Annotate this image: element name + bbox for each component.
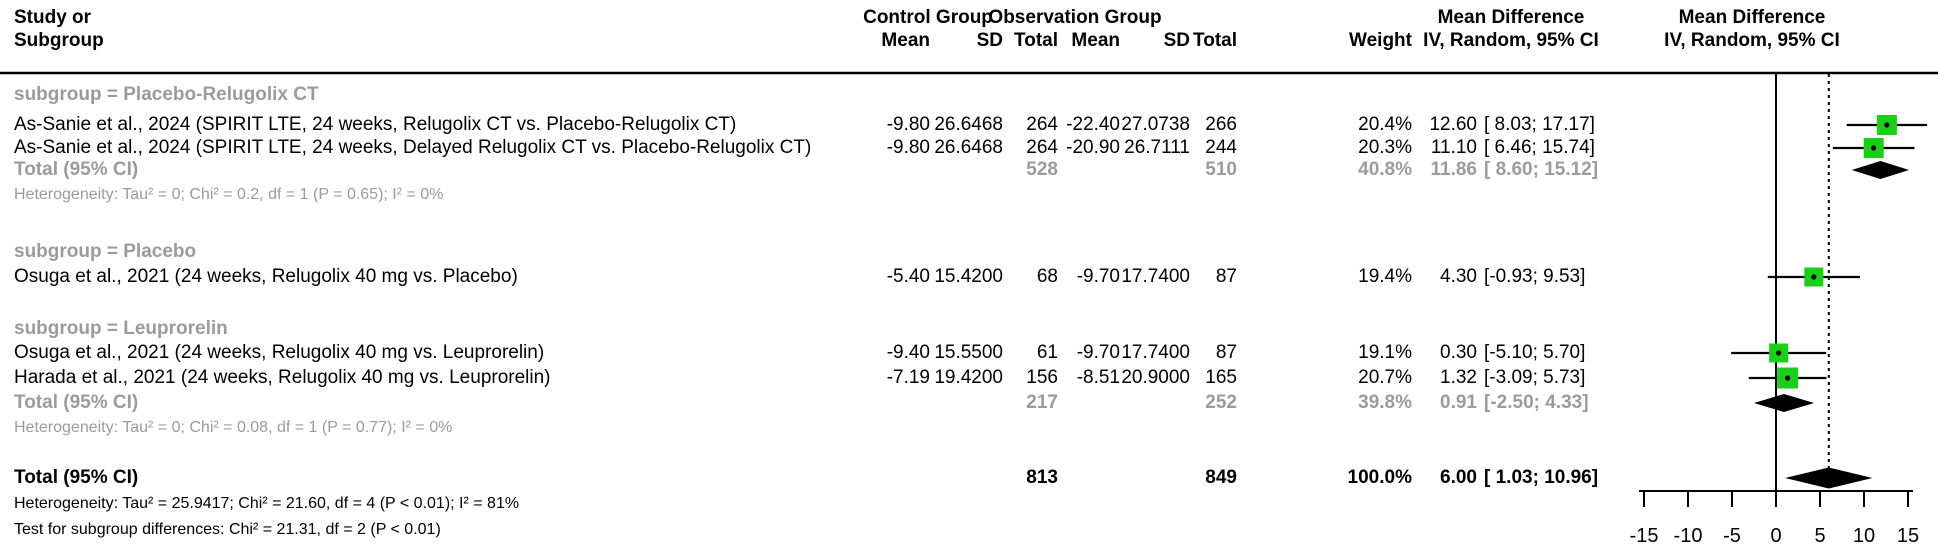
cell-ci: [ 6.46; 15.74] (1484, 137, 1595, 158)
cell-weight: 19.4% (1358, 266, 1412, 287)
cell-o_mean: -20.90 (1066, 137, 1120, 158)
cell-est: 0.30 (1440, 342, 1477, 363)
study-label: As-Sanie et al., 2024 (SPIRIT LTE, 24 weeks, Delayed Relugolix CT vs. Placebo-Relugolix CT) (14, 137, 812, 158)
col-header-study-line1: Study or (14, 7, 92, 28)
col-header-md-text-line1: Mean Difference (1437, 7, 1585, 28)
cell-ci: [ 8.60; 15.12] (1484, 159, 1599, 180)
cell-c_sd: 15.4200 (934, 266, 1003, 287)
cell-ci: [ 1.03; 10.96] (1484, 467, 1599, 488)
study-label: Osuga et al., 2021 (24 weeks, Relugolix 40 mg vs. Placebo) (14, 266, 518, 287)
cell-c_total: 264 (1026, 137, 1058, 158)
col-header-observation-total: Total (1193, 30, 1237, 51)
cell-o_mean: -8.51 (1076, 367, 1120, 388)
x-tick-label: -15 (1629, 525, 1659, 547)
cell-c_total: 528 (1026, 159, 1058, 180)
cell-ci: [-2.50; 4.33] (1484, 392, 1589, 413)
x-tick-label: 0 (1770, 525, 1782, 547)
cell-c_total: 217 (1026, 392, 1058, 413)
cell-o_sd: 27.0738 (1121, 114, 1190, 135)
cell-o_total: 87 (1215, 266, 1237, 287)
footnote-label: Heterogeneity: Tau² = 25.9417; Chi² = 21.60, df = 4 (P < 0.01); I² = 81% (14, 495, 520, 512)
cell-c_total: 264 (1026, 114, 1058, 135)
cell-est: 12.60 (1429, 114, 1477, 135)
cell-o_total: 165 (1205, 367, 1237, 388)
study-label: Harada et al., 2021 (24 weeks, Relugolix 40 mg vs. Leuprorelin) (14, 367, 551, 388)
cell-weight: 100.0% (1347, 467, 1412, 488)
cell-c_total: 61 (1036, 342, 1058, 363)
cell-c_mean: -9.80 (886, 114, 930, 135)
subtotal-diamond (1852, 161, 1909, 179)
cell-ci: [ 8.03; 17.17] (1484, 114, 1595, 135)
cell-ci: [-3.09; 5.73] (1484, 367, 1586, 388)
col-header-observation-group: Observation Group (988, 7, 1162, 28)
total-label: Total (95% CI) (14, 392, 139, 413)
col-header-observation-mean: Mean (1071, 30, 1120, 51)
col-header-control-sd: SD (976, 30, 1003, 51)
point-estimate-dot (1871, 145, 1876, 150)
cell-c_total: 156 (1026, 367, 1058, 388)
cell-o_total: 510 (1205, 159, 1237, 180)
cell-weight: 20.3% (1358, 137, 1412, 158)
subgroup-label: subgroup = Placebo-Relugolix CT (14, 84, 319, 105)
het-label: Heterogeneity: Tau² = 0; Chi² = 0.2, df = 1 (P = 0.65); I² = 0% (14, 186, 444, 203)
cell-o_total: 87 (1215, 342, 1237, 363)
cell-weight: 40.8% (1358, 159, 1412, 180)
cell-o_mean: -22.40 (1066, 114, 1120, 135)
col-header-control-group: Control Group (863, 7, 993, 28)
cell-o_total: 252 (1205, 392, 1237, 413)
cell-o_sd: 17.7400 (1121, 342, 1190, 363)
x-tick-label: 15 (1896, 525, 1920, 547)
col-header-study-line2: Subgroup (14, 30, 104, 51)
cell-ci: [-5.10; 5.70] (1484, 342, 1586, 363)
cell-weight: 20.7% (1358, 367, 1412, 388)
cell-c_sd: 26.6468 (934, 137, 1003, 158)
cell-est: 11.10 (1430, 137, 1477, 158)
cell-weight: 19.1% (1358, 342, 1412, 363)
cell-weight: 20.4% (1358, 114, 1412, 135)
cell-c_sd: 19.4200 (934, 367, 1003, 388)
col-header-md-plot-line2: IV, Random, 95% CI (1664, 30, 1840, 51)
cell-c_sd: 15.5500 (934, 342, 1003, 363)
col-header-weight: Weight (1349, 30, 1412, 51)
cell-o_sd: 26.7111 (1124, 137, 1190, 158)
cell-o_sd: 17.7400 (1121, 266, 1190, 287)
x-tick-label: 10 (1852, 525, 1876, 547)
cell-est: 0.91 (1440, 392, 1477, 413)
cell-c_total: 68 (1036, 266, 1058, 287)
col-header-control-mean: Mean (881, 30, 930, 51)
cell-est: 6.00 (1440, 467, 1477, 488)
cell-c_mean: -9.40 (886, 342, 930, 363)
cell-c_mean: -5.40 (886, 266, 930, 287)
subgroup-label: subgroup = Placebo (14, 241, 197, 262)
study-label: As-Sanie et al., 2024 (SPIRIT LTE, 24 weeks, Relugolix CT vs. Placebo-Relugolix CT) (14, 114, 737, 135)
cell-c_mean: -9.80 (886, 137, 930, 158)
cell-o_total: 849 (1205, 467, 1237, 488)
het-label: Heterogeneity: Tau² = 0; Chi² = 0.08, df = 1 (P = 0.77); I² = 0% (14, 419, 453, 436)
x-tick-label: -10 (1673, 525, 1703, 547)
cell-ci: [-0.93; 9.53] (1484, 266, 1586, 287)
study-label: Osuga et al., 2021 (24 weeks, Relugolix 40 mg vs. Leuprorelin) (14, 342, 545, 363)
cell-o_sd: 20.9000 (1121, 367, 1190, 388)
x-tick-label: -5 (1723, 525, 1741, 547)
point-estimate-dot (1811, 274, 1816, 279)
cell-o_total: 266 (1205, 114, 1237, 135)
subgroup-label: subgroup = Leuprorelin (14, 318, 228, 339)
cell-est: 1.32 (1440, 367, 1477, 388)
cell-c_total: 813 (1026, 467, 1058, 488)
cell-est: 4.30 (1440, 266, 1477, 287)
total-label: Total (95% CI) (14, 159, 139, 180)
col-header-observation-sd: SD (1163, 30, 1190, 51)
footnote-label: Test for subgroup differences: Chi² = 21.31, df = 2 (P < 0.01) (14, 521, 441, 538)
col-header-md-text-line2: IV, Random, 95% CI (1423, 30, 1599, 51)
grand-label: Total (95% CI) (14, 467, 139, 488)
point-estimate-dot (1884, 122, 1889, 127)
point-estimate-dot (1785, 375, 1790, 380)
overall-diamond (1785, 468, 1872, 489)
col-header-md-plot-line1: Mean Difference (1678, 7, 1826, 28)
cell-est: 11.86 (1430, 159, 1477, 180)
cell-c_sd: 26.6468 (934, 114, 1003, 135)
point-estimate-dot (1776, 350, 1781, 355)
cell-o_total: 244 (1205, 137, 1237, 158)
x-tick-label: 5 (1814, 525, 1826, 547)
col-header-control-total: Total (1014, 30, 1058, 51)
cell-o_mean: -9.70 (1076, 266, 1120, 287)
subtotal-diamond (1754, 394, 1814, 412)
cell-c_mean: -7.19 (886, 367, 930, 388)
cell-o_mean: -9.70 (1076, 342, 1120, 363)
cell-weight: 39.8% (1358, 392, 1412, 413)
